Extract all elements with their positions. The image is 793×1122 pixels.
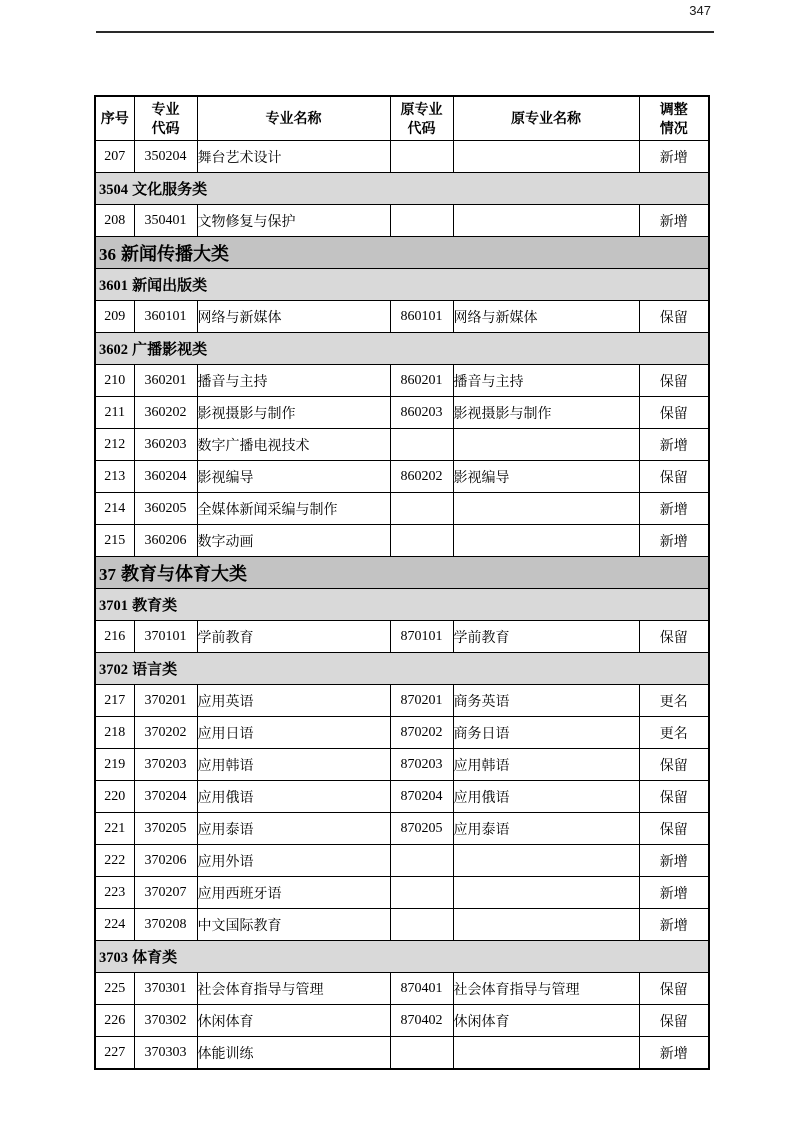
cell-old-name: 影视编导 [453,461,639,493]
table-row [95,365,709,397]
cell-old-code: 870101 [390,621,453,653]
cell-old-name [453,141,639,173]
section-name: 新闻出版类 [132,277,208,294]
cell-name: 应用泰语 [197,813,390,845]
cell-old-name: 应用俄语 [453,781,639,813]
section-name: 体育类 [132,949,178,966]
cell-code: 370201 [134,685,197,717]
cell-old-name: 商务日语 [453,717,639,749]
cell-seq: 217 [95,685,134,717]
table-row [95,301,709,333]
cell-old-code [390,877,453,909]
table-row [95,1037,709,1070]
col-header [95,96,134,141]
section-code: 3601 [99,278,128,294]
cell-status: 保留 [639,365,709,397]
cell-code: 360202 [134,397,197,429]
cell-status: 新增 [639,1037,709,1070]
cell-old-code: 870203 [390,749,453,781]
cell-old-name: 播音与主持 [453,365,639,397]
cell-old-code [390,205,453,237]
section-code: 3701 [99,598,128,614]
cell-old-code: 870201 [390,685,453,717]
col-header [134,96,197,141]
section-cell [95,653,709,685]
cell-old-name: 社会体育指导与管理 [453,973,639,1005]
cell-code: 370101 [134,621,197,653]
section-name: 教育类 [132,597,178,614]
table-row [95,621,709,653]
section-code: 37 [99,564,116,584]
col-header-line: 专业名称 [265,110,322,127]
cell-status: 新增 [639,877,709,909]
cell-old-name: 影视摄影与制作 [453,397,639,429]
cell-status: 保留 [639,397,709,429]
cell-old-name: 应用泰语 [453,813,639,845]
cell-old-name [453,205,639,237]
section-row-sub [95,269,709,301]
cell-status: 保留 [639,1005,709,1037]
cell-name: 体能训练 [197,1037,390,1070]
cell-old-code [390,429,453,461]
section-name: 教育与体育大类 [121,563,248,584]
cell-seq: 213 [95,461,134,493]
cell-old-code: 860201 [390,365,453,397]
header-rule [96,31,714,33]
table-row [95,813,709,845]
cell-seq: 227 [95,1037,134,1070]
cell-code: 370207 [134,877,197,909]
table-row [95,461,709,493]
section-row-sub [95,173,709,205]
col-header [639,96,709,141]
col-header-line: 序号 [100,110,129,127]
section-cell [95,557,709,589]
cell-seq: 207 [95,141,134,173]
cell-name: 应用英语 [197,685,390,717]
cell-name: 中文国际教育 [197,909,390,941]
cell-name: 影视摄影与制作 [197,397,390,429]
table-row [95,909,709,941]
cell-code: 370303 [134,1037,197,1070]
cell-old-name: 商务英语 [453,685,639,717]
section-name: 广播影视类 [132,341,208,358]
cell-code: 360201 [134,365,197,397]
section-name: 文化服务类 [132,181,208,198]
cell-code: 370302 [134,1005,197,1037]
major-adjustment-table [94,95,710,1070]
cell-old-code [390,1037,453,1070]
cell-status: 保留 [639,749,709,781]
cell-status: 新增 [639,493,709,525]
cell-seq: 221 [95,813,134,845]
cell-old-name [453,1037,639,1070]
cell-seq: 215 [95,525,134,557]
table-header-row [95,96,709,141]
table-row [95,1005,709,1037]
cell-code: 350204 [134,141,197,173]
section-name: 新闻传播大类 [121,243,230,264]
cell-old-code: 870401 [390,973,453,1005]
cell-seq: 218 [95,717,134,749]
table-row [95,877,709,909]
cell-old-name: 应用韩语 [453,749,639,781]
section-cell [95,941,709,973]
table-row [95,429,709,461]
section-cell [95,173,709,205]
cell-old-name [453,429,639,461]
cell-code: 360101 [134,301,197,333]
section-code: 3602 [99,342,128,358]
cell-seq: 216 [95,621,134,653]
cell-name: 休闲体育 [197,1005,390,1037]
cell-code: 360205 [134,493,197,525]
cell-seq: 226 [95,1005,134,1037]
cell-status: 保留 [639,461,709,493]
cell-status: 保留 [639,301,709,333]
cell-old-code: 860203 [390,397,453,429]
cell-code: 370208 [134,909,197,941]
page-number: 347 [689,3,711,18]
cell-status: 新增 [639,845,709,877]
cell-old-name: 学前教育 [453,621,639,653]
table-row [95,685,709,717]
cell-seq: 211 [95,397,134,429]
cell-old-name: 休闲体育 [453,1005,639,1037]
cell-old-code: 870202 [390,717,453,749]
section-code: 3504 [99,182,128,198]
section-row-major [95,237,709,269]
table-row [95,205,709,237]
cell-status: 新增 [639,525,709,557]
cell-old-name [453,877,639,909]
cell-name: 影视编导 [197,461,390,493]
cell-old-code: 870402 [390,1005,453,1037]
table-row [95,845,709,877]
cell-seq: 212 [95,429,134,461]
cell-seq: 219 [95,749,134,781]
cell-old-code: 860101 [390,301,453,333]
section-name: 语言类 [132,661,178,678]
col-header [390,96,453,141]
cell-name: 学前教育 [197,621,390,653]
cell-name: 社会体育指导与管理 [197,973,390,1005]
table-row [95,493,709,525]
col-header-line: 原专业 [400,100,443,117]
section-cell [95,269,709,301]
cell-old-name [453,493,639,525]
cell-status: 新增 [639,141,709,173]
cell-code: 370301 [134,973,197,1005]
cell-code: 360203 [134,429,197,461]
cell-name: 应用外语 [197,845,390,877]
cell-name: 全媒体新闻采编与制作 [197,493,390,525]
cell-seq: 222 [95,845,134,877]
cell-old-name: 网络与新媒体 [453,301,639,333]
cell-status: 更名 [639,685,709,717]
cell-seq: 220 [95,781,134,813]
table-row [95,525,709,557]
col-header [197,96,390,141]
cell-code: 370202 [134,717,197,749]
cell-name: 文物修复与保护 [197,205,390,237]
cell-old-code: 860202 [390,461,453,493]
cell-status: 保留 [639,813,709,845]
cell-seq: 224 [95,909,134,941]
cell-old-code [390,493,453,525]
cell-name: 应用韩语 [197,749,390,781]
section-code: 3702 [99,662,128,678]
cell-code: 370205 [134,813,197,845]
table-row [95,781,709,813]
col-header [453,96,639,141]
cell-name: 网络与新媒体 [197,301,390,333]
cell-status: 新增 [639,909,709,941]
cell-name: 数字广播电视技术 [197,429,390,461]
cell-code: 370206 [134,845,197,877]
cell-seq: 210 [95,365,134,397]
cell-old-name [453,525,639,557]
table-body [95,141,709,1070]
cell-status: 新增 [639,429,709,461]
section-code: 3703 [99,950,128,966]
cell-old-name [453,909,639,941]
cell-name: 播音与主持 [197,365,390,397]
table-row [95,141,709,173]
cell-name: 数字动画 [197,525,390,557]
cell-seq: 225 [95,973,134,1005]
section-row-sub [95,653,709,685]
section-row-sub [95,333,709,365]
cell-status: 更名 [639,717,709,749]
section-code: 36 [99,244,116,264]
cell-old-code [390,845,453,877]
cell-old-code [390,525,453,557]
cell-status: 保留 [639,973,709,1005]
cell-status: 新增 [639,205,709,237]
section-row-major [95,557,709,589]
cell-old-code: 870204 [390,781,453,813]
cell-old-code [390,141,453,173]
cell-code: 370203 [134,749,197,781]
cell-old-code [390,909,453,941]
cell-status: 保留 [639,781,709,813]
table-row [95,973,709,1005]
cell-code: 360206 [134,525,197,557]
cell-code: 350401 [134,205,197,237]
section-row-sub [95,589,709,621]
cell-code: 360204 [134,461,197,493]
cell-name: 舞台艺术设计 [197,141,390,173]
cell-name: 应用西班牙语 [197,877,390,909]
cell-old-name [453,845,639,877]
section-row-sub [95,941,709,973]
col-header-line: 调整 [659,100,688,117]
cell-seq: 223 [95,877,134,909]
cell-seq: 208 [95,205,134,237]
col-header-line: 专业 [151,100,180,117]
col-header-line: 代码 [407,119,436,136]
cell-seq: 209 [95,301,134,333]
table-row [95,749,709,781]
col-header-line: 代码 [151,119,180,136]
cell-code: 370204 [134,781,197,813]
table-row [95,717,709,749]
col-header-line: 原专业名称 [511,110,581,127]
cell-old-code: 870205 [390,813,453,845]
cell-seq: 214 [95,493,134,525]
section-cell [95,237,709,269]
cell-name: 应用日语 [197,717,390,749]
cell-name: 应用俄语 [197,781,390,813]
table-row [95,397,709,429]
col-header-line: 情况 [659,119,688,136]
section-cell [95,333,709,365]
section-cell [95,589,709,621]
cell-status: 保留 [639,621,709,653]
